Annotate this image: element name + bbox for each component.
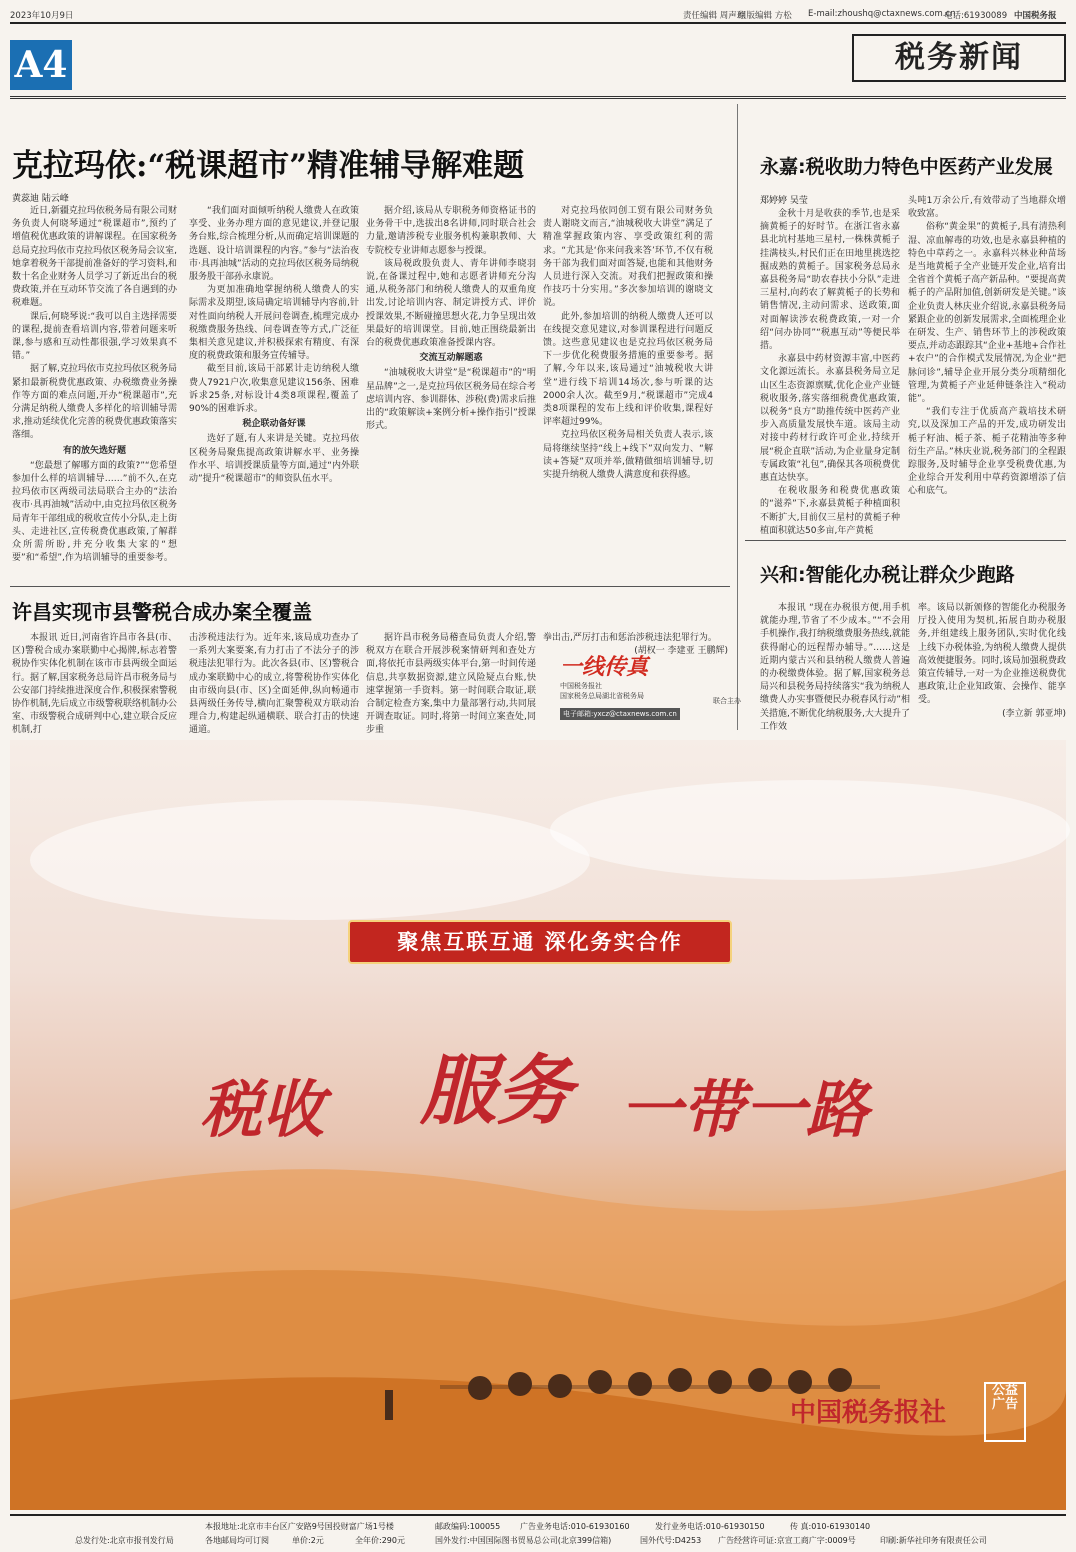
paragraph: 永嘉县中药材资源丰富,中医药文化源远流长。永嘉县税务局立足山区生态资源禀赋,优化企业产业链税收服务,落实落细税费优惠政策,以税务“良方”助推传统中医药产业步入高质量发展快车道。该局主动对接中药材行政许可企业,持续开展“税企直联”活动,为企业量身定制专属政策“礼包”,确保其各项税费优惠直达快享。: [760, 354, 900, 484]
article1-column-2: [189, 205, 359, 585]
footer-overseas-code: 国外代号:D4253: [640, 1536, 702, 1545]
subheading: 有的放矢选好题: [62, 445, 126, 456]
footer-printer: 印刷:新华社印务有限责任公司: [880, 1536, 987, 1545]
ad-word-1: 税收: [200, 1073, 325, 1146]
footer-overseas: 国外发行:中国国际图书贸易总公司(北京399信箱): [435, 1536, 612, 1545]
article1-column-1: [12, 205, 177, 585]
article4-column-1: [760, 602, 910, 732]
public-ad-stamp: 公益广告: [984, 1382, 1026, 1442]
paragraph: 在税收服务和税费优惠政策的“滋养”下,永嘉县黄栀子种植面积不断扩大,目前仅三星村的黄栀子种植面积就达50多亩,年产黄栀: [760, 486, 900, 536]
issue-date: 2023年10月9日: [10, 11, 74, 21]
footer-postcode: 邮政编码:100055: [435, 1522, 501, 1531]
paper-name: 中国税务报: [1014, 11, 1057, 21]
article3-column-1: [760, 208, 900, 536]
article-divider: [745, 540, 1066, 541]
article1-column-4: [543, 205, 713, 585]
article1-title: 克拉玛依:“税课超市”精准辅导解难题: [12, 148, 525, 184]
paragraph: “油城税收大讲堂”是“税课超市”的“明星品牌”之一,是克拉玛依区税务局在综合考虑培训内容、参训群体、涉税(费)需求后推出的“政策解读+案例分析+操作指引”授课形式。: [366, 368, 536, 432]
article2-column-2: [189, 632, 359, 736]
section-title: 税务新闻: [852, 34, 1066, 82]
article3-title: 永嘉:税收助力特色中医药产业发展: [760, 156, 1053, 178]
column-divider: [737, 104, 738, 730]
article3-column-2: [908, 195, 1066, 526]
paragraph: 金秋十月是收获的季节,也是采摘黄栀子的好时节。在浙江省永嘉县北坑村基地三星村,一株株黄栀子挂满枝头,村民们正在田地里挑选挖掘成熟的黄栀子。国家税务总局永嘉县税务局“助农春扶小分队”走进三星村,向药农了解黄栀子的长势和销售情况,主动问需求、送政策,面对面解读涉农税费政策,一对一介绍“问办协同”“税惠互动”等便民举措。: [760, 209, 900, 352]
page-number: A4: [10, 40, 72, 90]
footer-price: 单价:2元: [292, 1536, 324, 1545]
paragraph: 本报讯 近日,河南省许昌市各县(市、区)警税合成办案联勤中心揭牌,标志着警税协作实体化机制在该市市县两级全面运行。据了解,国家税务总局许昌市税务局与公安部门持续推进深度合作,积极探索警税协作机制,先后成立市级警税联络机制办公室、市级警税合成研判中心,建立联合反应机制,打: [12, 633, 177, 736]
paragraph: 克拉玛依区税务局相关负责人表示,该局将继续坚持“线上+线下”双向发力、“解读+答疑”双项并举,做精做细培训辅导,切实提升纳税人缴费人满意度和获得感。: [543, 430, 713, 481]
paragraph: 截至目前,该局干部累计走访纳税人缴费人7921户次,收集意见建议156条、困难诉求25条,对标设计4类8项课程,覆盖了90%的困难诉求。: [189, 364, 359, 415]
header-rule: [10, 22, 1066, 24]
masthead-rule: [10, 96, 1066, 99]
article3-byline: 郑婷婷 吴莹: [760, 196, 808, 206]
subheading: 交流互动解题惑: [419, 353, 483, 364]
article1-byline: 黄蕊迪 陆云峰: [12, 194, 69, 204]
paragraph: 为更加准确地掌握纳税人缴费人的实际需求及期望,该局确定培训辅导内容前,针对性面向纳税人开展问卷调查,梳理完成办税缴费服务热线、问卷调查等方式,广泛征集相关意见建议,并积极探索有精度、有深度的税费政策和服务宣传辅导。: [189, 285, 359, 362]
subheading: 税企联动备好课: [242, 419, 306, 430]
public-service-ad: [10, 740, 1066, 1510]
footer-rule: [10, 1514, 1066, 1516]
paragraph: 选好了题,有人来讲是关键。克拉玛依区税务局聚焦提高政策讲解水平、业务操作水平、培训授课质量等方面,通过“内外联动”提升“税课超市”的师资队伍水平。: [189, 434, 359, 485]
paragraph: 该局税政股负责人、青年讲师李晓羽说,在备课过程中,她和志愿者讲师充分沟通,从税务部门和纳税人缴费人的双重角度出发,讨论培训内容、制定讲授方式、评价授课效果,不断碰撞思想火花,力争呈现出效果最好的培训课堂。目前,她正围绕最新出台的税费优惠政策准备授课内容。: [366, 258, 536, 349]
footer-license: 广告经营许可证:京宣工商广字:0009号: [718, 1536, 856, 1545]
ad-word-3: 一带一路: [620, 1073, 869, 1146]
paragraph: 拳出击,严厉打击和惩治涉税违法犯罪行为。: [543, 633, 717, 643]
paragraph: 率。该局以新颁修的智能化办税服务厅投入使用为契机,拓展自助办税服务,并组建线上服务团队,实时优化线上线下办税体验,为纳税人缴费人提供高效便捷服务。同时,该局加强税费政策宣传辅导,一对一为企业推送税费优惠政策,让企业知政策、会操作、能享受。: [918, 603, 1066, 706]
paragraph: 据介绍,该局从专职税务师资格证书的业务骨干中,选拔出8名讲师,同时联合社会力量,邀请涉税专业服务机构兼职教师、大专院校专业讲师志愿参与授课。: [366, 206, 536, 256]
editor-credit: 责任编辑 周声琼: [683, 11, 746, 21]
footer-dist-phone: 发行业务电话:010-61930150: [655, 1522, 765, 1531]
phone: 电话:61930089: [944, 11, 1008, 21]
paragraph: 对克拉玛依同创工贸有限公司财务负责人谢晓文而言,“油城税收大讲堂”满足了精准掌握政策内容、享受政策红利的需求。“尤其是‘你来问我来答’环节,不仅有税务干部为我们面对面答疑,也能和其他财务人员进行深入交流。对我们把握政策和操作技巧十分实用。”多次参加培训的谢晓文说。: [543, 206, 713, 309]
fax-column-logo: [560, 650, 745, 720]
fax-email: 电子邮箱:yxcz@ctaxnews.com.cn: [560, 708, 680, 720]
footer-address: 本报地址:北京市丰台区广安路9号国投财富广场1号楼: [205, 1522, 394, 1531]
signature: (李立新 郭亚坤): [1002, 708, 1066, 719]
designer-credit: 组版编辑 方松: [738, 11, 792, 21]
article-divider: [10, 586, 730, 587]
footer-fax: 传 真:010-61930140: [790, 1522, 871, 1531]
paragraph: “我们面对面倾听纳税人缴费人在政策享受、业务办理方面的意见建议,并登记服务台账,综合梳理分析,从而确定培训课题的选题、设计培训课程的内容。”参与“法治夜市·具再油城”活动的克拉玛依区税务局纳税服务股干部孙永康说。: [189, 206, 359, 283]
article2-column-3: [366, 632, 536, 736]
signature: (胡权一 李建亚 王鹏辉): [634, 646, 728, 657]
publisher-logo: 中国税务报社: [789, 1398, 946, 1428]
footer-publisher: 总发行处:北京市报刊发行局: [75, 1536, 174, 1545]
fax-tag: 联合主办: [713, 697, 741, 705]
ad-banner: 聚焦互联互通 深化务实合作: [348, 920, 732, 964]
paragraph: “您最想了解哪方面的政策?”“您希望参加什么样的培训辅导……”前不久,在克拉玛依市区两级司法局联合主办的“法治夜市·具再油城”活动中,由克拉玛依区税务局青年干部组成的税收宣传小分队,走上街头、走进社区,宣传税费优惠政策,了解群众所需所盼,并充分收集大家的“想要”和“希望”,作为培训辅导的重要参考。: [12, 460, 177, 564]
article1-column-3: [366, 205, 536, 585]
paragraph: 近日,新疆克拉玛依税务局有限公司财务负责人何晓琴通过“税课超市”,预约了增值税优惠政策的讲解课程。在国家税务总局克拉玛依市克拉玛依区税务局会议室,她拿着税务干部提前准备好的学习资料,和数十名企业财务人员学习了新近出台的税费政策,并在互动环节交流了各自遇到的办税难题。: [12, 206, 177, 309]
paragraph: 本报讯 “现在办税很方便,用手机就能办理,节省了不少成本。”“不会用手机操作,我打纳税缴费服务热线,就能获得耐心的远程帮办辅导。”……这是近期内蒙古兴和县纳税人缴费人普遍的办税缴费体验。据了解,国家税务总局兴和县税务局持续落实“我为纳税人缴费人办实事暨便民办税春风行动”相关措施,不断优化纳税服务,大大提升了工作效: [760, 603, 910, 732]
paragraph: 据许昌市税务局稽查局负责人介绍,警税双方在联合开展涉税案情研判和查处方面,将依托市县两级实体平台,第一时间传递信息,共享数据资源,建立风险疑点台账,快速掌握第一手资料。第一时间联合取证,联合制定检查方案,集中力量部署行动,共同展开调查取证。同时,将第一时间立案查处,同步重: [366, 633, 536, 736]
paragraph: 头吨1万余公斤,有效带动了当地群众增收致富。: [908, 196, 1066, 220]
ad-word-2: 服务: [420, 1046, 572, 1135]
fax-org2: 国家税务总局湖北省税务局: [560, 692, 644, 700]
paragraph: 据了解,克拉玛依市克拉玛依区税务局紧扣最新税费优惠政策、办税缴费业务操作等方面的难点问题,开办“税课超市”,充分满足纳税人缴费人多样化的培训辅导需求,推动延续优化完善的税费优惠政策落实落细。: [12, 364, 177, 441]
fax-title: 一线传真: [560, 654, 649, 680]
fax-org1: 中国税务报社: [560, 682, 602, 690]
footer-annual-price: 全年价:290元: [355, 1536, 405, 1545]
article2-title: 许昌实现市县警税合成办案全覆盖: [12, 600, 312, 624]
footer-ad-phone: 广告业务电话:010-61930160: [520, 1522, 630, 1531]
paragraph: 此外,参加培训的纳税人缴费人还可以在线提交意见建议,对参训课程进行问题反馈。这些意见建议也是克拉玛依区税务局下一步优化税费服务措施的重要参考。据了解,今年以来,该局通过“油城税收大讲堂”进行线下培训14场次,参与听课的达2000余人次。截至9月,“税课超市”完成4类8项课程的发布上线和评价收集,课程好评率超过99%。: [543, 311, 713, 428]
article4-column-2: [918, 602, 1066, 721]
article4-title: 兴和:智能化办税让群众少跑路: [760, 564, 1015, 586]
email: E-mail:zhoushq@ctaxnews.com.cn: [808, 9, 956, 19]
paragraph: 击涉税违法行为。近年来,该局成功查办了一系列大案要案,有力打击了不法分子的涉税违法犯罪行为。此次各县(市、区)警税合成办案联勤中心的成立,将警税协作实体化由市级向县(市、区)全面延伸,纵向畅通市县两级任务传导,横向汇聚警税双方联动治理合力,构建起纵通横联、联合打击的快速通道。: [189, 633, 359, 736]
paragraph: 俗称“黄金果”的黄栀子,具有清热利湿、凉血解毒的功效,也是永嘉县种植的特色中草药之一。永嘉科兴林业种苗场是当地黄栀子全产业链开发企业,培育出全省首个黄栀子高产新品种。“要提高黄栀子的产品附加值,创新研发是关键。”该企业负责人林庆业介绍说,永嘉县税务局紧跟企业的创新发展需求,全面梳理企业在研发、生产、销售环节上的涉税政策要点,并动态跟踪其“企业+基地+合作社+农户”的合作模式发展情况,为企业“把脉问诊”,辅导企业开展分类分项精细化管理,为黄栀子产业延伸链条注入“税动能”。: [908, 222, 1066, 405]
article2-column-1: [12, 632, 177, 736]
footer-subscribe: 各地邮局均可订阅: [205, 1536, 269, 1545]
paragraph: “我们专注于优质高产栽培技术研究,以及深加工产品的开发,成功研发出栀子籽油、栀子茶、栀子花精油等多种衍生产品。”林庆业说,税务部门的全程跟踪服务,及时辅导企业享受税费优惠,为企业综合开发利用中草药资源增添了信心和底气。: [908, 407, 1066, 497]
paragraph: 课后,何晓琴说:“我可以自主选择需要的课程,提前查看培训内容,带着问题来听课,参与感和互动性都很强,学习效果真不错。”: [12, 311, 177, 362]
